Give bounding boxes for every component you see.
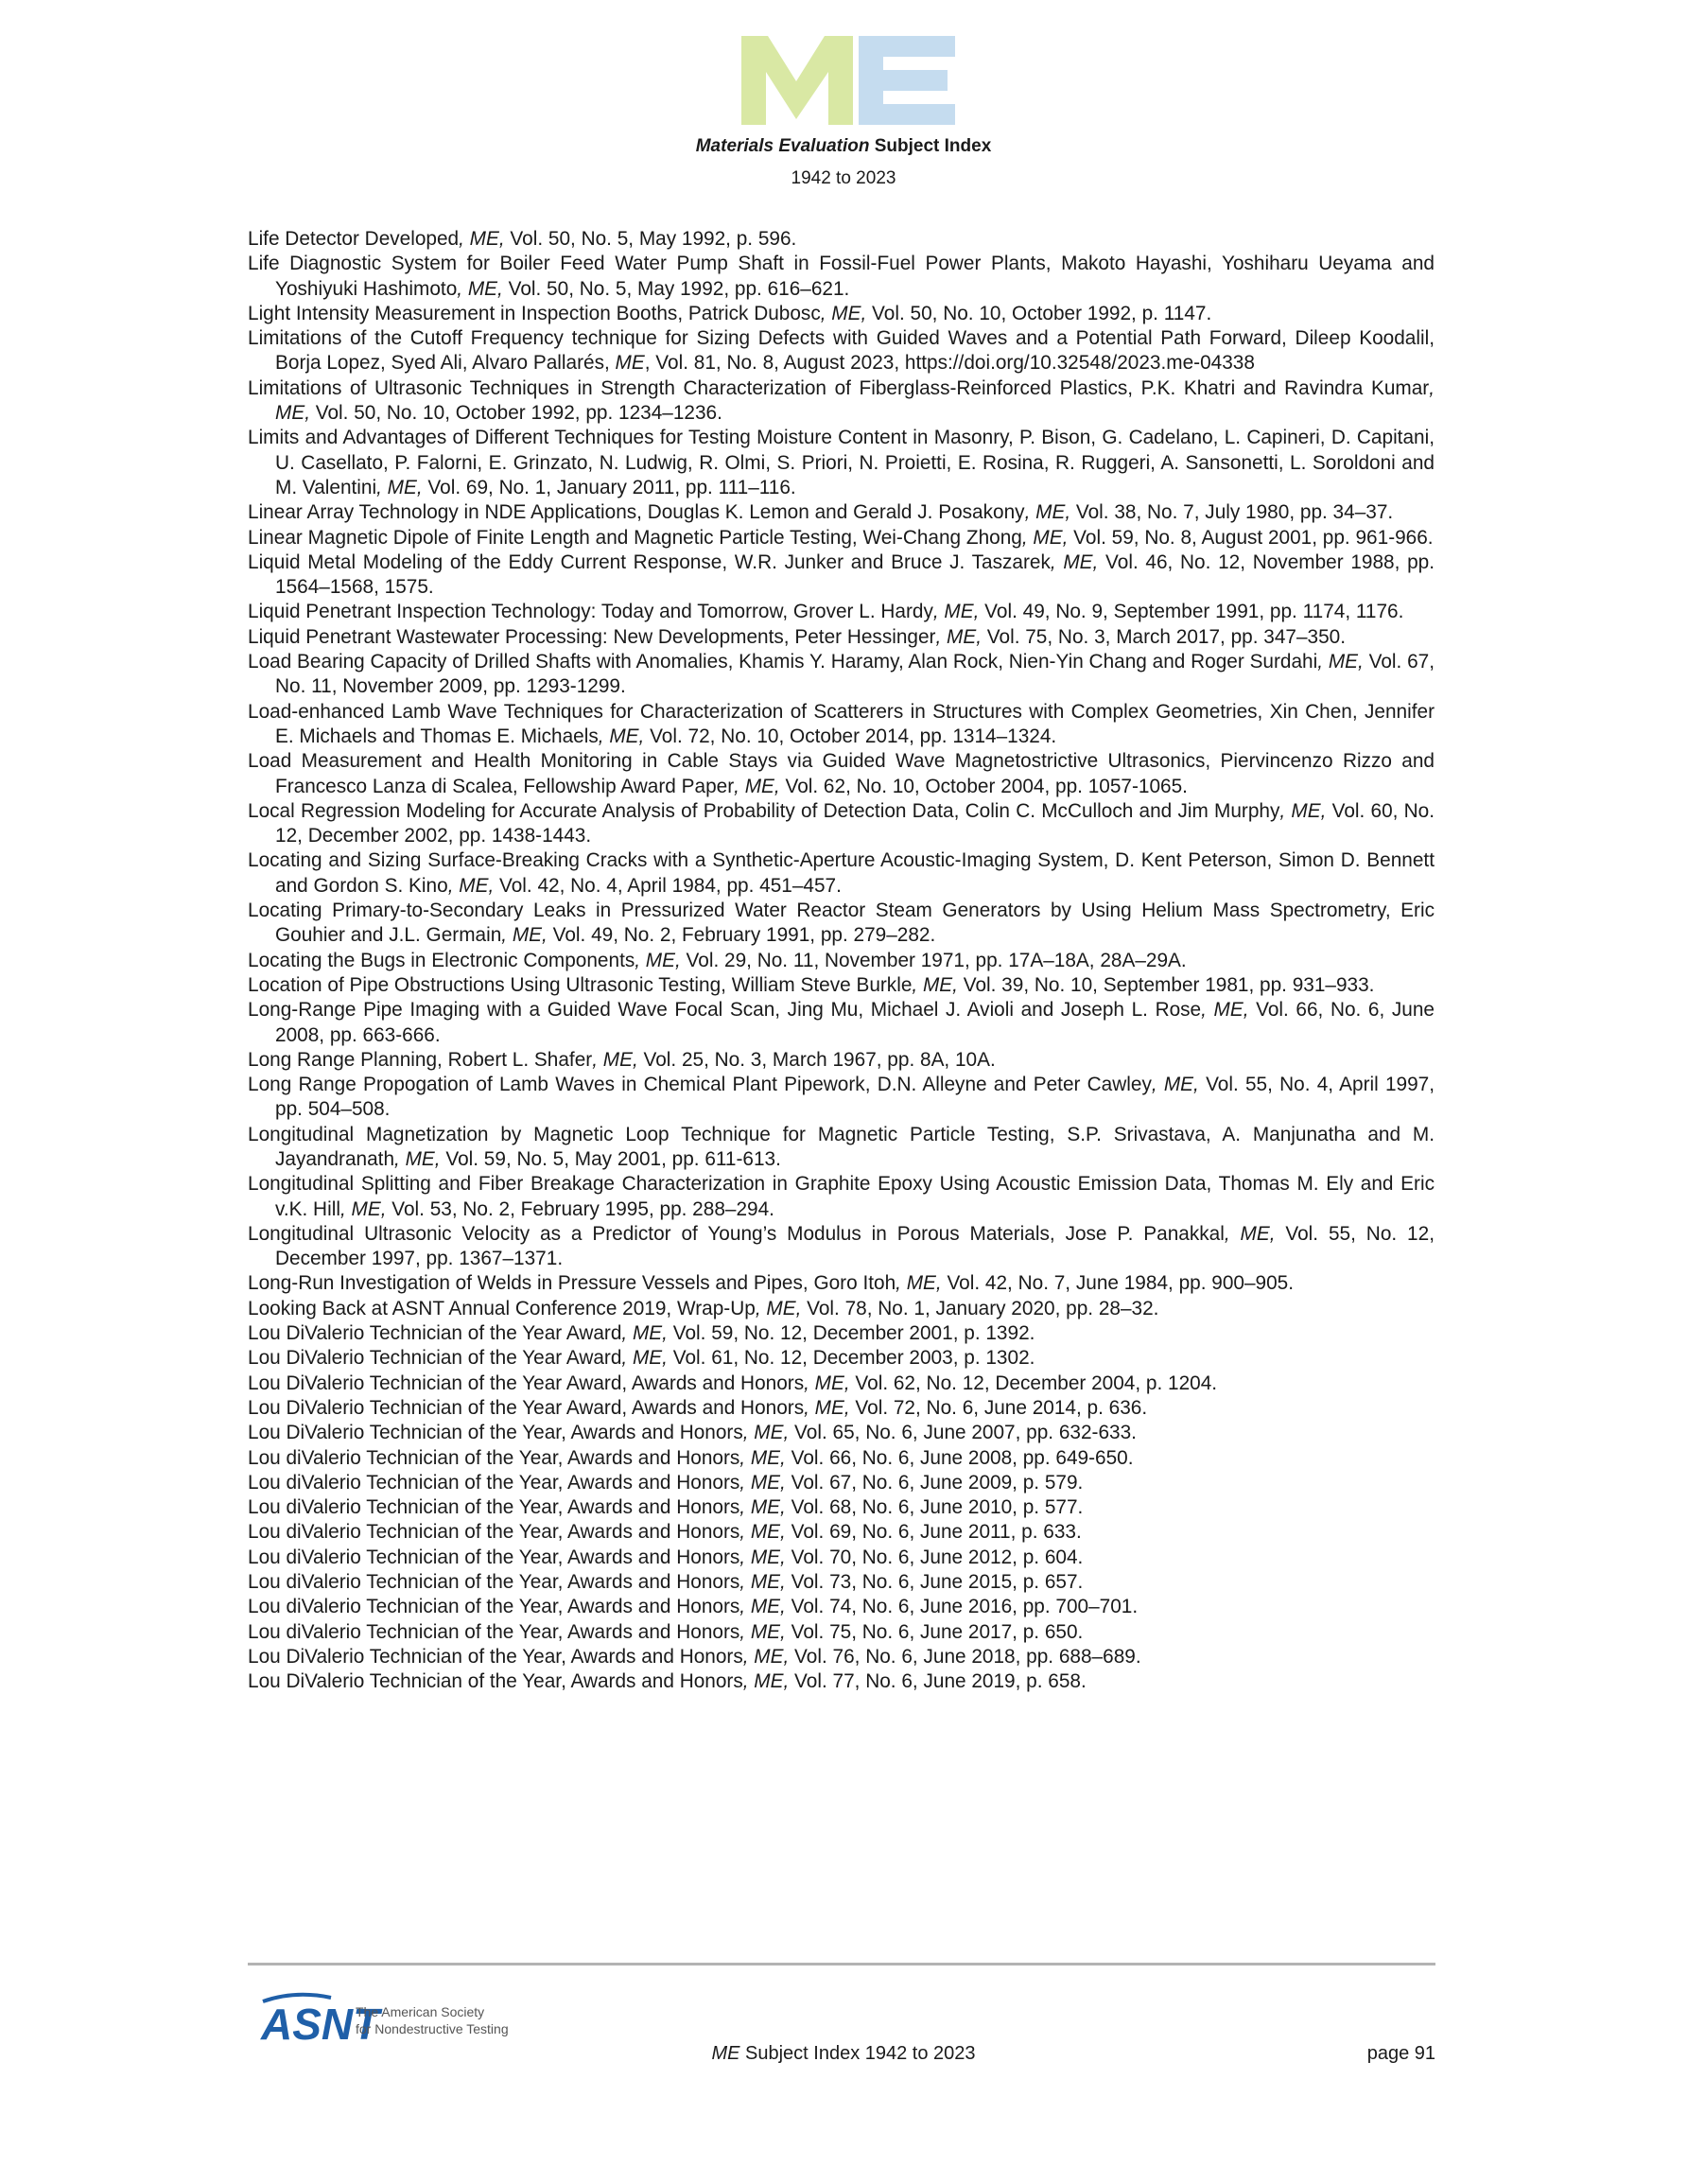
index-entry: Longitudinal Magnetization by Magnetic Loop Technique for Magnetic Particle Testing, S.P. Srivastava, A. Manjunatha and M. Jayandranath, ME, Vol. 59, No. 5, May 2001, pp. 611-613. [248, 1123, 1435, 1170]
index-entry: Lou diValerio Technician of the Year, Awards and Honors, ME, Vol. 69, No. 6, June 2011, p. 633. [248, 1521, 1082, 1544]
index-entry: Looking Back at ASNT Annual Conference 2019, Wrap-Up, ME, Vol. 78, No. 1, January 2020, pp. 28–32. [248, 1297, 1159, 1319]
page-number: page 91 [1366, 2043, 1435, 2064]
index-entry: Long Range Planning, Robert L. Shafer, ME, Vol. 25, No. 3, March 1967, pp. 8A, 10A. [248, 1048, 996, 1071]
index-entry: Lou diValerio Technician of the Year, Awards and Honors, ME, Vol. 73, No. 6, June 2015, p. 657. [248, 1571, 1084, 1594]
index-entry: Local Regression Modeling for Accurate Analysis of Probability of Detection Data, Colin C. McCulloch and Jim Murphy, ME, Vol. 60, No. 12, December 2002, pp. 1438-1443. [248, 799, 1435, 847]
index-entry: Load-enhanced Lamb Wave Techniques for Characterization of Scatterers in Structures with Complex Geometries, Xin Chen, Jennifer E. Michaels and Thomas E. Michaels, ME, Vol. 72, No. 10, October 2014, pp. 1314–1324. [248, 700, 1435, 747]
index-entry: Lou diValerio Technician of the Year, Awards and Honors, ME, Vol. 75, No. 6, June 2017, p. 650. [248, 1620, 1084, 1643]
index-entry: Light Intensity Measurement in Inspection Booths, Patrick Dubosc, ME, Vol. 50, No. 10, October 1992, p. 1147. [248, 302, 1212, 324]
svg-text:ASNT: ASNT [261, 2000, 380, 2049]
index-entry: Lou DiValerio Technician of the Year Award, ME, Vol. 61, No. 12, December 2003, p. 1302. [248, 1347, 1035, 1370]
index-entry: Lou DiValerio Technician of the Year, Awards and Honors, ME, Vol. 77, No. 6, June 2019, p. 658. [248, 1670, 1087, 1693]
svg-text:for Nondestructive Testing: for Nondestructive Testing [356, 2021, 509, 2036]
index-entry: Long Range Propogation of Lamb Waves in Chemical Plant Pipework, D.N. Alleyne and Peter Cawley, ME, Vol. 55, No. 4, April 1997, pp. 504–508. [248, 1074, 1435, 1121]
index-entry: Lou DiValerio Technician of the Year Award, Awards and Honors, ME, Vol. 72, No. 6, June 2014, p. 636. [248, 1396, 1148, 1419]
index-entry: Lou DiValerio Technician of the Year Award, Awards and Honors, ME, Vol. 62, No. 12, December 2004, p. 1204. [248, 1372, 1218, 1394]
header-date-range: 1942 to 2023 [791, 168, 896, 188]
index-entry: Linear Magnetic Dipole of Finite Length and Magnetic Particle Testing, Wei-Chang Zhong, ME, Vol. 59, No. 8, August 2001, pp. 961-966. [248, 526, 1434, 549]
index-entry: Locating the Bugs in Electronic Components, ME, Vol. 29, No. 11, November 1971, pp. 17A–18A, 28A–29A. [248, 949, 1187, 971]
index-entry: Limits and Advantages of Different Techniques for Testing Moisture Content in Masonry, P. Bison, G. Cadelano, L. Capineri, D. Capitani, U. Casellato, P. Falorni, E. Grinzato, N. Ludwig, R. Olmi, S. Priori, N. Proietti, E. Rosina, R. Ruggeri, A. Sansonetti, L. Soroldoni and M. Valentini, ME, Vol. 69, No. 1, January 2011, pp. 111–116. [248, 427, 1435, 498]
asnt-logo [257, 1988, 513, 2054]
index-entry: Load Measurement and Health Monitoring in Cable Stays via Guided Wave Magnetostrictive Ultrasonics, Piervincenzo Rizzo and Francesco Lanza di Scalea, Fellowship Award Paper, ME, Vol. 62, No. 10, October 2004, pp. 1057-1065. [248, 750, 1435, 797]
index-entry: Life Detector Developed, ME, Vol. 50, No. 5, May 1992, p. 596. [248, 228, 797, 250]
index-entry: Linear Array Technology in NDE Applications, Douglas K. Lemon and Gerald J. Posakony, ME, Vol. 38, No. 7, July 1980, pp. 34–37. [248, 501, 1394, 524]
index-entry: Liquid Penetrant Inspection Technology: Today and Tomorrow, Grover L. Hardy, ME, Vol. 49, No. 9, September 1991, pp. 1174, 1176. [248, 601, 1404, 623]
index-entry: Long-Run Investigation of Welds in Pressure Vessels and Pipes, Goro Itoh, ME, Vol. 42, No. 7, June 1984, pp. 900–905. [248, 1272, 1294, 1295]
index-entry: Lou DiValerio Technician of the Year, Awards and Honors, ME, Vol. 76, No. 6, June 2018, pp. 688–689. [248, 1645, 1141, 1668]
index-entry: Liquid Metal Modeling of the Eddy Current Response, W.R. Junker and Bruce J. Taszarek, ME, Vol. 46, No. 12, November 1988, pp. 1564–1568, 1575. [248, 550, 1435, 599]
index-entry: Lou DiValerio Technician of the Year, Awards and Honors, ME, Vol. 65, No. 6, June 2007, pp. 632-633. [248, 1422, 1137, 1444]
me-logo [741, 36, 955, 125]
index-entry: Limitations of Ultrasonic Techniques in Strength Characterization of Fiberglass-Reinforced Plastics, P.K. Khatri and Ravindra Kumar, ME, Vol. 50, No. 10, October 1992, pp. 1234–1236. [248, 376, 1435, 425]
footer-title: ME Subject Index 1942 to 2023 [711, 2043, 976, 2064]
index-entry: Lou diValerio Technician of the Year, Awards and Honors, ME, Vol. 74, No. 6, June 2016, pp. 700–701. [248, 1596, 1139, 1618]
index-entry: Longitudinal Splitting and Fiber Breakage Characterization in Graphite Epoxy Using Acoustic Emission Data, Thomas M. Ely and Eric v.K. Hill, ME, Vol. 53, No. 2, February 1995, pp. 288–294. [248, 1173, 1435, 1220]
index-entry: Life Diagnostic System for Boiler Feed Water Pump Shaft in Fossil-Fuel Power Plants, Makoto Hayashi, Yoshiharu Ueyama and Yoshiyuki Hashimoto, ME, Vol. 50, No. 5, May 1992, pp. 616–621. [248, 253, 1435, 300]
index-entry: Limitations of the Cutoff Frequency technique for Sizing Defects with Guided Waves and a Potential Path Forward, Dileep Koodalil, Borja Lopez, Syed Ali, Alvaro Pallarés, ME, Vol. 81, No. 8, August 2023, https://doi.org/10.32548/2023.me-04338 [248, 327, 1435, 375]
index-entry: Lou diValerio Technician of the Year, Awards and Honors, ME, Vol. 67, No. 6, June 2009, p. 579. [248, 1471, 1084, 1494]
index-entry: Lou diValerio Technician of the Year, Awards and Honors, ME, Vol. 70, No. 6, June 2012, p. 604. [248, 1546, 1084, 1568]
index-entry: Location of Pipe Obstructions Using Ultrasonic Testing, William Steve Burkle, ME, Vol. 39, No. 10, September 1981, pp. 931–933. [248, 973, 1375, 996]
index-entry: Longitudinal Ultrasonic Velocity as a Predictor of Young’s Modulus in Porous Materials, Jose P. Panakkal, ME, Vol. 55, No. 12, December 1997, pp. 1367–1371. [248, 1222, 1435, 1270]
index-entry: Liquid Penetrant Wastewater Processing: New Developments, Peter Hessinger, ME, Vol. 75, No. 3, March 2017, pp. 347–350. [248, 625, 1347, 648]
index-entry: Long-Range Pipe Imaging with a Guided Wave Focal Scan, Jing Mu, Michael J. Avioli and Joseph L. Rose, ME, Vol. 66, No. 6, June 2008, pp. 663-666. [248, 999, 1435, 1046]
index-entry: Load Bearing Capacity of Drilled Shafts with Anomalies, Khamis Y. Haramy, Alan Rock, Nien-Yin Chang and Roger Surdahi, ME, Vol. 67, No. 11, November 2009, pp. 1293-1299. [248, 651, 1435, 698]
footer-divider [248, 1963, 1435, 1966]
index-entry: Locating and Sizing Surface-Breaking Cracks with a Synthetic-Aperture Acoustic-Imaging System, D. Kent Peterson, Simon D. Bennett and Gordon S. Kino, ME, Vol. 42, No. 4, April 1984, pp. 451–457. [248, 849, 1435, 897]
index-entry: Lou diValerio Technician of the Year, Awards and Honors, ME, Vol. 66, No. 6, June 2008, pp. 649-650. [248, 1446, 1134, 1469]
index-entry: Lou DiValerio Technician of the Year Award, ME, Vol. 59, No. 12, December 2001, p. 1392. [248, 1322, 1035, 1345]
index-entry: Locating Primary-to-Secondary Leaks in Pressurized Water Reactor Steam Generators by Using Helium Mass Spectrometry, Eric Gouhier and J.L. Germain, ME, Vol. 49, No. 2, February 1991, pp. 279–282. [248, 900, 1435, 947]
svg-text:The American Society: The American Society [356, 2004, 485, 2019]
index-entry: Lou diValerio Technician of the Year, Awards and Honors, ME, Vol. 68, No. 6, June 2010, p. 577. [248, 1496, 1084, 1519]
subject-index-list [248, 227, 1435, 1695]
header-title: Materials Evaluation Subject Index [695, 136, 992, 156]
